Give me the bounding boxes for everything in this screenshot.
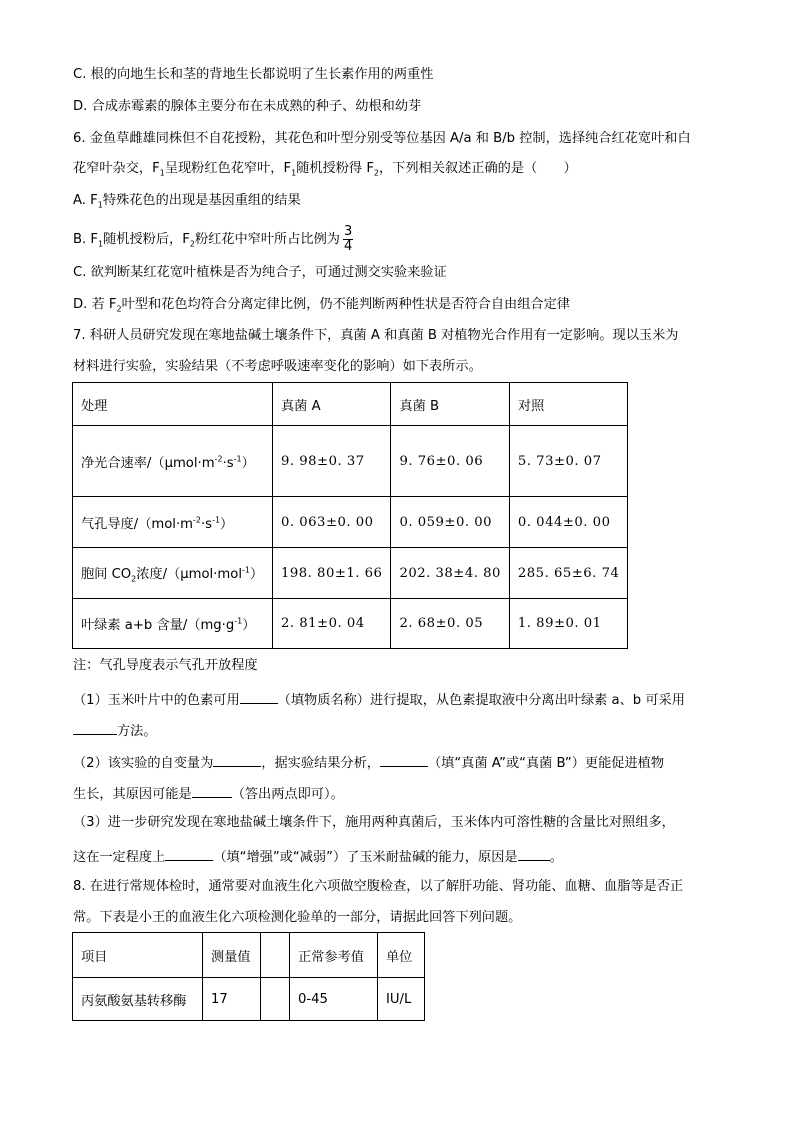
table-header-cell: 真菌 A xyxy=(273,383,391,426)
q7-part3-line2: 这在一定程度上 （填“增强”或“减弱”）了玉米耐盐碱的能力，原因是 。 xyxy=(73,846,563,867)
table-header-cell: 单位 xyxy=(378,933,425,978)
q7-part2-line1: （2）该实验的自变量为 ，据实验结果分析， （填“真菌 A”或“真菌 B”）更能促进植物 xyxy=(73,752,664,773)
q7-stem-line1: 7. 科研人员研究发现在寒地盐碱土壤条件下，真菌 A 和真菌 B 对植物光合作用有一定影响。现以玉米为 xyxy=(73,328,679,343)
row-label: 气孔导度$/(mol\cdot m^{-2}\cdot s^{-1})$ xyxy=(73,497,273,548)
q5-option-d: D. 合成赤霉素的腺体主要分布在未成熟的种子、幼根和幼芽 xyxy=(73,99,422,114)
q6-option-c: C. 欲判断某红花宽叶植株是否为纯合子，可通过测交实验来验证 xyxy=(73,265,447,280)
table-header-cell xyxy=(261,933,290,978)
table-header-cell: 真菌 B xyxy=(391,383,509,426)
answer-blank[interactable] xyxy=(380,752,428,767)
answer-blank[interactable] xyxy=(73,720,117,735)
table-cell: 17 xyxy=(203,978,261,1021)
answer-blank[interactable] xyxy=(165,846,213,861)
table-header-cell: 对照 xyxy=(509,383,627,426)
row-label: 净光合速率$/(\mu mol\cdot m^{-2}\cdot s^{-1})$ xyxy=(73,426,273,497)
table-cell: 0. 044±0. 00 xyxy=(509,497,627,548)
table-header-row xyxy=(73,933,425,978)
q7-results-table xyxy=(72,382,628,649)
q6-option-b: B. $F_1$随机授粉后，$F_2$粉红花中窄叶所占比例为 $\frac{3}{4}$ xyxy=(73,223,353,254)
q6-option-a: A. $F_1$特殊花色的出现是基因重组的结果 xyxy=(73,193,301,210)
q7-stem-line2: 材料进行实验，实验结果（不考虑呼吸速率变化的影响）如下表所示。 xyxy=(73,359,482,374)
row-label: 叶绿素 a+b 含量$/(mg\cdot g^{-1})$ xyxy=(73,599,273,649)
table-cell: 0. 059±0. 00 xyxy=(391,497,509,548)
table-cell: 9. 98±0. 37 xyxy=(273,426,391,497)
table-cell: IU/L xyxy=(378,978,425,1021)
table-cell: 198. 80±1. 66 xyxy=(273,548,391,599)
q5-option-c: C. 根的向地生长和茎的背地生长都说明了生长素作用的两重性 xyxy=(73,67,434,82)
table-cell: 0-45 xyxy=(290,978,378,1021)
table-row xyxy=(73,426,628,497)
q7-part2-line2: 生长，其原因可能是 （答出两点即可）。 xyxy=(73,783,344,804)
table-header-cell: 测量值 xyxy=(203,933,261,978)
q7-part1-line2: 方法。 xyxy=(73,720,157,741)
q8-stem-line1: 8. 在进行常规体检时，通常要对血液生化六项做空腹检查，以了解肝功能、肾功能、血糖、血脂等是否正 xyxy=(73,879,684,894)
answer-blank[interactable] xyxy=(518,846,550,861)
table-cell: 丙氨酸氨基转移酶 xyxy=(73,978,203,1021)
table-row xyxy=(73,599,628,649)
q7-table-note: 注：气孔导度表示气孔开放程度 xyxy=(73,658,258,673)
table-row xyxy=(73,978,425,1021)
table-cell: 1. 89±0. 01 xyxy=(509,599,627,649)
table-header-row xyxy=(73,383,628,426)
table-cell: 202. 38±4. 80 xyxy=(391,548,509,599)
answer-blank[interactable] xyxy=(213,752,261,767)
table-cell: 5. 73±0. 07 xyxy=(509,426,627,497)
table-header-cell: 项目 xyxy=(73,933,203,978)
table-cell: 9. 76±0. 06 xyxy=(391,426,509,497)
q8-stem-line2: 常。下表是小王的血液生化六项检测化验单的一部分，请据此回答下列问题。 xyxy=(73,910,522,925)
table-row xyxy=(73,548,628,599)
q7-part1-line1: （1）玉米叶片中的色素可用 （填物质名称）进行提取，从色素提取液中分离出叶绿素 a、b 可采用 xyxy=(73,689,685,710)
q6-option-d: D. 若 $F_2$叶型和花色均符合分离定律比例，仍不能判断两种性状是否符合自由组合定律 xyxy=(73,297,570,314)
answer-blank[interactable] xyxy=(192,783,232,798)
table-cell: 2. 81±0. 04 xyxy=(273,599,391,649)
table-cell xyxy=(261,978,290,1021)
row-label: 胞间 $CO_2$浓度/（μmol·mol$^{-1}$） xyxy=(73,548,273,599)
table-row xyxy=(73,497,628,548)
q6-stem-line1: 6. 金鱼草雌雄同株但不自花授粉，其花色和叶型分别受等位基因 A/a 和 B/b 控制，选择纯合红花宽叶和白 xyxy=(73,131,691,146)
q6-stem-line2: 花窄叶杂交，$F_1$呈现粉红色花窄叶，$F_1$随机授粉得 $F_2$，下列相关叙述正确的是（ ） xyxy=(73,161,577,178)
table-cell: 0. 063±0. 00 xyxy=(273,497,391,548)
table-header-cell: 正常参考值 xyxy=(290,933,378,978)
answer-blank[interactable] xyxy=(240,689,278,704)
table-cell: 2. 68±0. 05 xyxy=(391,599,509,649)
q7-part3-line1: （3）进一步研究发现在寒地盐碱土壤条件下，施用两种真菌后，玉米体内可溶性糖的含量比对照组多， xyxy=(73,815,675,830)
fraction-three-quarters: $\frac{3}{4}$ xyxy=(344,223,353,254)
table-header-cell: 处理 xyxy=(73,383,273,426)
table-cell: 285. 65±6. 74 xyxy=(509,548,627,599)
q8-lab-table xyxy=(72,932,425,1021)
